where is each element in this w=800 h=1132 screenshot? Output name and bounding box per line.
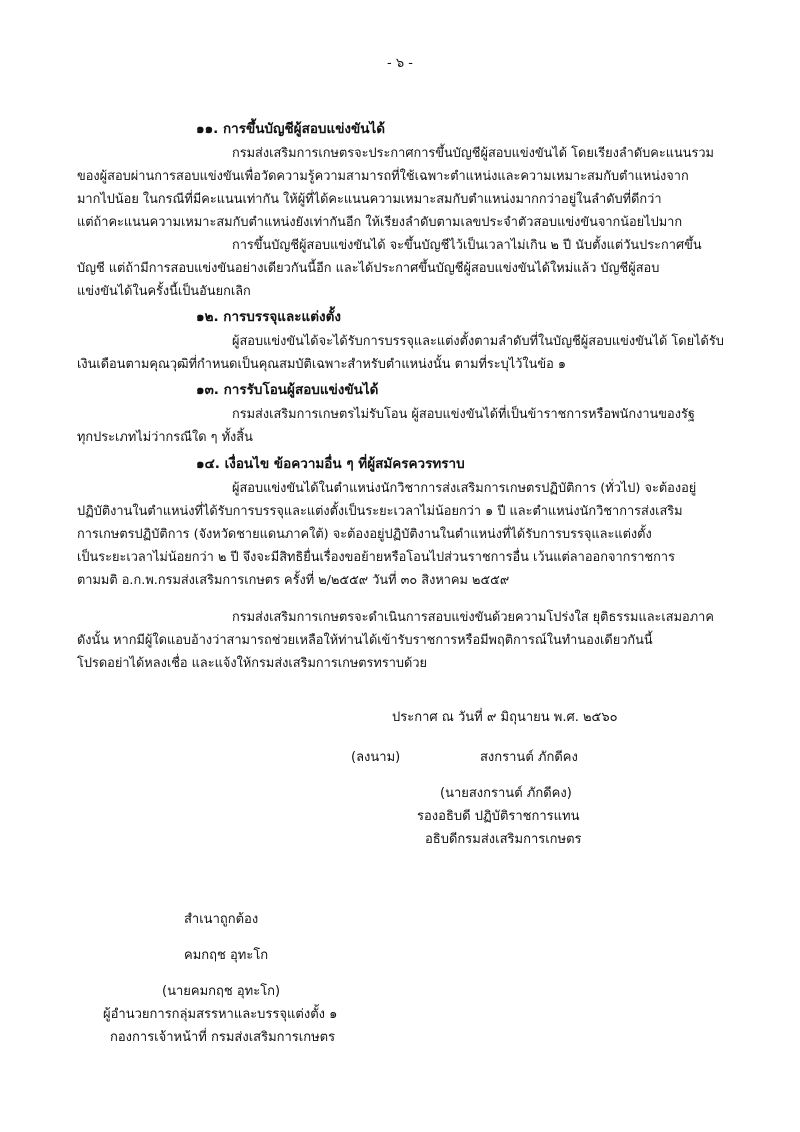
s14-line-2: ปฏิบัติงานในตำแหน่งที่ได้รับการบรรจุและแต่งตั้งเป็นระยะเวลาไม่น้อยกว่า ๑ ปี และตำแหน่งนักวิชาการส่งเสริม bbox=[77, 504, 683, 519]
closing-line-2: ดังนั้น หากมีผู้ใดแอบอ้างว่าสามารถช่วยเหลือให้ท่านได้เข้ารับราชการหรือมีพฤติการณ์ในทำนองเดียวกันนี้ bbox=[77, 633, 653, 648]
signature-position-1: รองอธิบดี ปฏิบัติราชการแทน bbox=[417, 809, 580, 824]
section-13-heading: ๑๓. การรับโอนผู้สอบแข่งขันได้ bbox=[196, 382, 379, 398]
s11-line-1: กรมส่งเสริมการเกษตรจะประกาศการขึ้นบัญชีผู้สอบแข่งขันได้ โดยเรียงลำดับคะแนนรวม bbox=[232, 146, 714, 161]
certified-position-1: ผู้อำนวยการกลุ่มสรรหาและบรรจุแต่งตั้ง ๑ bbox=[103, 1007, 338, 1022]
section-14-heading: ๑๔. เงื่อนไข ข้อความอื่น ๆ ที่ผู้สมัครควรทราบ bbox=[196, 456, 465, 472]
s11-line-4: แต่ถ้าคะแนนความเหมาะสมกับตำแหน่งยังเท่ากันอีก ให้เรียงลำดับตามเลขประจำตัวสอบแข่งขันจากน้อยไปมาก bbox=[77, 215, 683, 230]
section-11-heading: ๑๑. การขึ้นบัญชีผู้สอบแข่งขันได้ bbox=[196, 121, 386, 137]
signature-position-2: อธิบดีกรมส่งเสริมการเกษตร bbox=[425, 832, 582, 847]
s11-line-7: แข่งขันได้ในครั้งนี้เป็นอันยกเลิก bbox=[77, 284, 251, 299]
s11-line-3: มากไปน้อย ในกรณีที่มีคะแนนเท่ากัน ให้ผู้ที่ได้คะแนนความเหมาะสมกับตำแหน่งมากกว่าอยู่ในลำดับที่ดีกว่า bbox=[77, 192, 662, 207]
s13-line-1: กรมส่งเสริมการเกษตรไม่รับโอน ผู้สอบแข่งขันได้ที่เป็นข้าราชการหรือพนักงานของรัฐ bbox=[232, 407, 695, 422]
closing-line-1: กรมส่งเสริมการเกษตรจะดำเนินการสอบแข่งขันด้วยความโปร่งใส ยุติธรรมและเสมอภาค bbox=[232, 610, 714, 625]
certified-signed-name: คมกฤช อุทะโก bbox=[184, 948, 269, 963]
section-12-heading: ๑๒. การบรรจุและแต่งตั้ง bbox=[196, 309, 341, 325]
certified-full-name: (นายคมกฤช อุทะโก) bbox=[162, 984, 281, 999]
s14-line-3: การเกษตรปฏิบัติการ (จังหวัดชายแดนภาคใต้) จะต้องอยู่ปฏิบัติงานในตำแหน่งที่ได้รับการบรรจุและแต่งตั้ง bbox=[77, 527, 652, 542]
s14-line-5: ตามมติ อ.ก.พ.กรมส่งเสริมการเกษตร ครั้งที่ ๒/๒๕๕๙ วันที่ ๓๐ สิงหาคม ๒๕๕๙ bbox=[77, 573, 510, 588]
signature-full-name: (นายสงกรานต์ ภักดีคง) bbox=[440, 786, 572, 801]
s12-line-2: เงินเดือนตามคุณวุฒิที่กำหนดเป็นคุณสมบัติเฉพาะสำหรับตำแหน่งนั้น ตามที่ระบุไว้ในข้อ ๑ bbox=[77, 357, 567, 372]
s11-line-6: บัญชี แต่ถ้ามีการสอบแข่งขันอย่างเดียวกันนี้อีก และได้ประกาศขึ้นบัญชีผู้สอบแข่งขันได้ใหม่แล้ว บัญชีผู้สอบ bbox=[77, 261, 660, 276]
certified-label: สำเนาถูกต้อง bbox=[184, 912, 259, 927]
announce-date: ประกาศ ณ วันที่ ๙ มิถุนายน พ.ศ. ๒๕๖๐ bbox=[392, 710, 618, 725]
s12-line-1: ผู้สอบแข่งขันได้จะได้รับการบรรจุและแต่งตั้งตามลำดับที่ในบัญชีผู้สอบแข่งขันได้ โดยได้รับ bbox=[232, 334, 724, 349]
signature-signed-name: สงกรานต์ ภักดีคง bbox=[480, 750, 578, 765]
s13-line-2: ทุกประเภทไม่ว่ากรณีใด ๆ ทั้งสิ้น bbox=[77, 430, 253, 445]
s11-line-5: การขึ้นบัญชีผู้สอบแข่งขันได้ จะขึ้นบัญชีไว้เป็นเวลาไม่เกิน ๒ ปี นับตั้งแต่วันประกาศขึ้น bbox=[232, 238, 702, 253]
s11-line-2: ของผู้สอบผ่านการสอบแข่งขันเพื่อวัดความรู้ความสามารถที่ใช้เฉพาะตำแหน่งและความเหมาะสมกับตำแหน่งจาก bbox=[77, 169, 689, 184]
signature-label: (ลงนาม) bbox=[351, 750, 401, 765]
closing-line-3: โปรดอย่าได้หลงเชื่อ และแจ้งให้กรมส่งเสริมการเกษตรทราบด้วย bbox=[77, 656, 428, 671]
page-number: - ๖ - bbox=[387, 56, 413, 71]
s14-line-4: เป็นระยะเวลาไม่น้อยกว่า ๒ ปี จึงจะมีสิทธิยื่นเรื่องขอย้ายหรือโอนไปส่วนราชการอื่น เว้นแต่ลาออกจากราชการ bbox=[77, 550, 675, 565]
s14-line-1: ผู้สอบแข่งขันได้ในตำแหน่งนักวิชาการส่งเสริมการเกษตรปฏิบัติการ (ทั่วไป) จะต้องอยู่ bbox=[232, 481, 697, 496]
certified-position-2: กองการเจ้าหน้าที่ กรมส่งเสริมการเกษตร bbox=[110, 1030, 336, 1045]
